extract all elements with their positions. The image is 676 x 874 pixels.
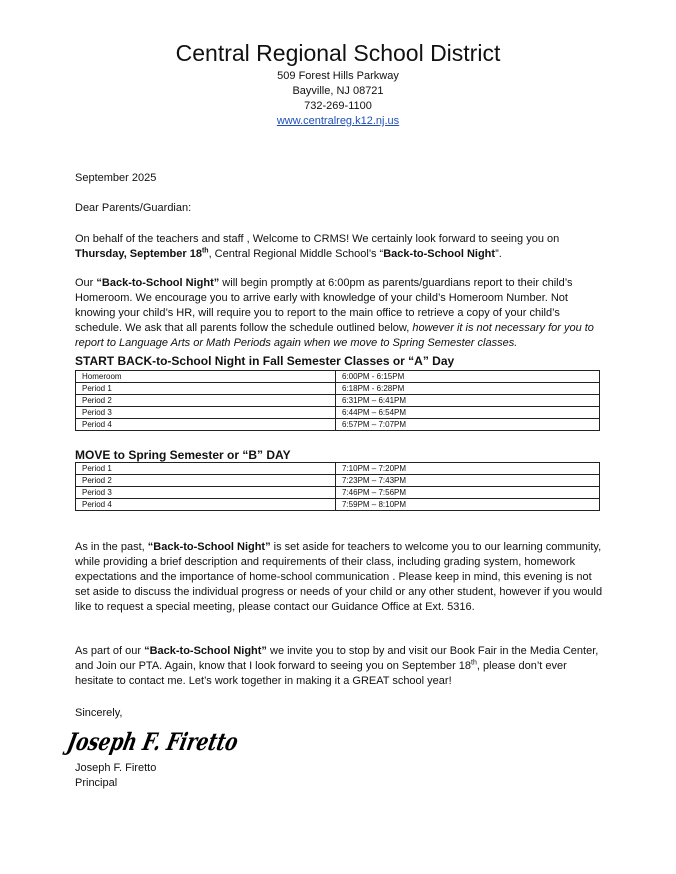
purpose-event-name: “Back-to-School Night” xyxy=(147,541,271,553)
signer-title: Principal xyxy=(75,777,118,789)
signature-script: Joseph F. Firetto xyxy=(64,727,294,756)
bookfair-prefix: As part of our xyxy=(75,645,145,657)
welcome-text-c: ”. xyxy=(495,248,502,260)
schedule-row xyxy=(76,383,600,395)
purpose-prefix: As in the past, xyxy=(75,541,148,553)
period-cell: Period 1 xyxy=(76,463,336,475)
time-cell: 6:00PM - 6:15PM xyxy=(336,371,600,383)
bookfair-text-a: we invite you to stop by and visit our Book Fair in the Media Center, and Join our PTA. Again, know that I look forward to seeing you on September 18 xyxy=(75,645,599,672)
signature-block xyxy=(75,761,605,791)
intro-italic-note: however it is not necessary for you to report to Language Arts or Math Periods again when we move to Spring Semester classes. xyxy=(75,322,594,349)
period-cell: Period 4 xyxy=(76,419,336,431)
intro-prefix: Our xyxy=(75,277,97,289)
time-cell: 6:18PM - 6:28PM xyxy=(336,383,600,395)
time-cell: 7:23PM – 7:43PM xyxy=(336,475,600,487)
period-cell: Period 1 xyxy=(76,383,336,395)
schedule-row xyxy=(76,463,600,475)
period-cell: Period 2 xyxy=(76,395,336,407)
intro-event-name: “Back-to-School Night” xyxy=(96,277,220,289)
schedule-row xyxy=(76,419,600,431)
paragraph-book-fair xyxy=(75,644,605,689)
schedule-row xyxy=(76,499,600,511)
greeting: Dear Parents/Guardian: xyxy=(75,202,192,214)
purpose-text: is set aside for teachers to welcome you to our learning community, while providing a brief description and requirements of their class, including grading system, homework expectations and the importance of home-school communication . Please keep in mind, this evening is not set aside to discuss the individual progress or needs of your child or any other student, however if you would like to request a special meeting, please contact our Guidance Office at Ext. 5316. xyxy=(75,541,603,613)
time-cell: 6:44PM – 6:54PM xyxy=(336,407,600,419)
period-cell: Period 3 xyxy=(76,407,336,419)
welcome-text-b: , Central Regional Middle School’s “ xyxy=(208,248,384,260)
time-cell: 7:59PM – 8:10PM xyxy=(336,499,600,511)
schedule-row xyxy=(76,395,600,407)
paragraph-welcome xyxy=(75,232,605,262)
period-cell: Period 2 xyxy=(76,475,336,487)
closing: Sincerely, xyxy=(75,707,123,719)
signer-name: Joseph F. Firetto xyxy=(75,762,157,774)
district-address xyxy=(0,69,676,129)
spring-schedule-table xyxy=(75,462,600,511)
period-cell: Period 3 xyxy=(76,487,336,499)
letterhead xyxy=(0,40,676,129)
address-line-2: Bayville, NJ 08721 xyxy=(292,85,384,97)
district-phone: 732-269-1100 xyxy=(304,100,372,112)
time-cell: 7:10PM – 7:20PM xyxy=(336,463,600,475)
fall-schedule-table xyxy=(75,370,600,431)
address-line-1: 509 Forest Hills Parkway xyxy=(277,70,399,82)
time-cell: 6:57PM – 7:07PM xyxy=(336,419,600,431)
event-name: Back-to-School Night xyxy=(383,248,496,260)
fall-schedule-title: START BACK-to-School Night in Fall Semester Classes or “A” Day xyxy=(75,354,455,368)
district-website-link[interactable]: www.centralreg.k12.nj.us xyxy=(276,115,400,127)
period-cell: Homeroom xyxy=(76,371,336,383)
time-cell: 7:46PM – 7:56PM xyxy=(336,487,600,499)
intro-text: will begin promptly at 6:00pm as parents/guardians report to their child’s Homeroom. We encourage you to arrive early with knowledge of your child’s Homeroom Number. Not knowing your child’s HR, will require you to report to the main office to retrieve a copy of your child’s schedule. We ask that all parents follow the schedule outlined below, xyxy=(75,277,573,334)
schedule-row xyxy=(76,475,600,487)
event-date: Thursday, September 18 xyxy=(75,248,202,260)
bookfair-event-name: “Back-to-School Night” xyxy=(144,645,267,657)
period-cell: Period 4 xyxy=(76,499,336,511)
district-name: Central Regional School District xyxy=(175,40,501,66)
schedule-row xyxy=(76,371,600,383)
schedule-row xyxy=(76,487,600,499)
event-date-suffix: th xyxy=(201,247,209,255)
welcome-text-a: On behalf of the teachers and staff , Welcome to CRMS! We certainly look forward to seeing you on xyxy=(75,233,560,245)
signature-image xyxy=(64,722,294,762)
bookfair-date-suffix: th xyxy=(471,659,477,667)
paragraph-purpose xyxy=(75,540,605,615)
paragraph-schedule-intro xyxy=(75,276,605,351)
schedule-row xyxy=(76,407,600,419)
bookfair-text-b: , please don’t ever hesitate to contact me. Let’s work together in making it a GREAT school year! xyxy=(75,660,567,687)
time-cell: 6:31PM – 6:41PM xyxy=(336,395,600,407)
letter-date: September 2025 xyxy=(75,172,157,184)
spring-schedule-title: MOVE to Spring Semester or “B” DAY xyxy=(75,448,291,462)
